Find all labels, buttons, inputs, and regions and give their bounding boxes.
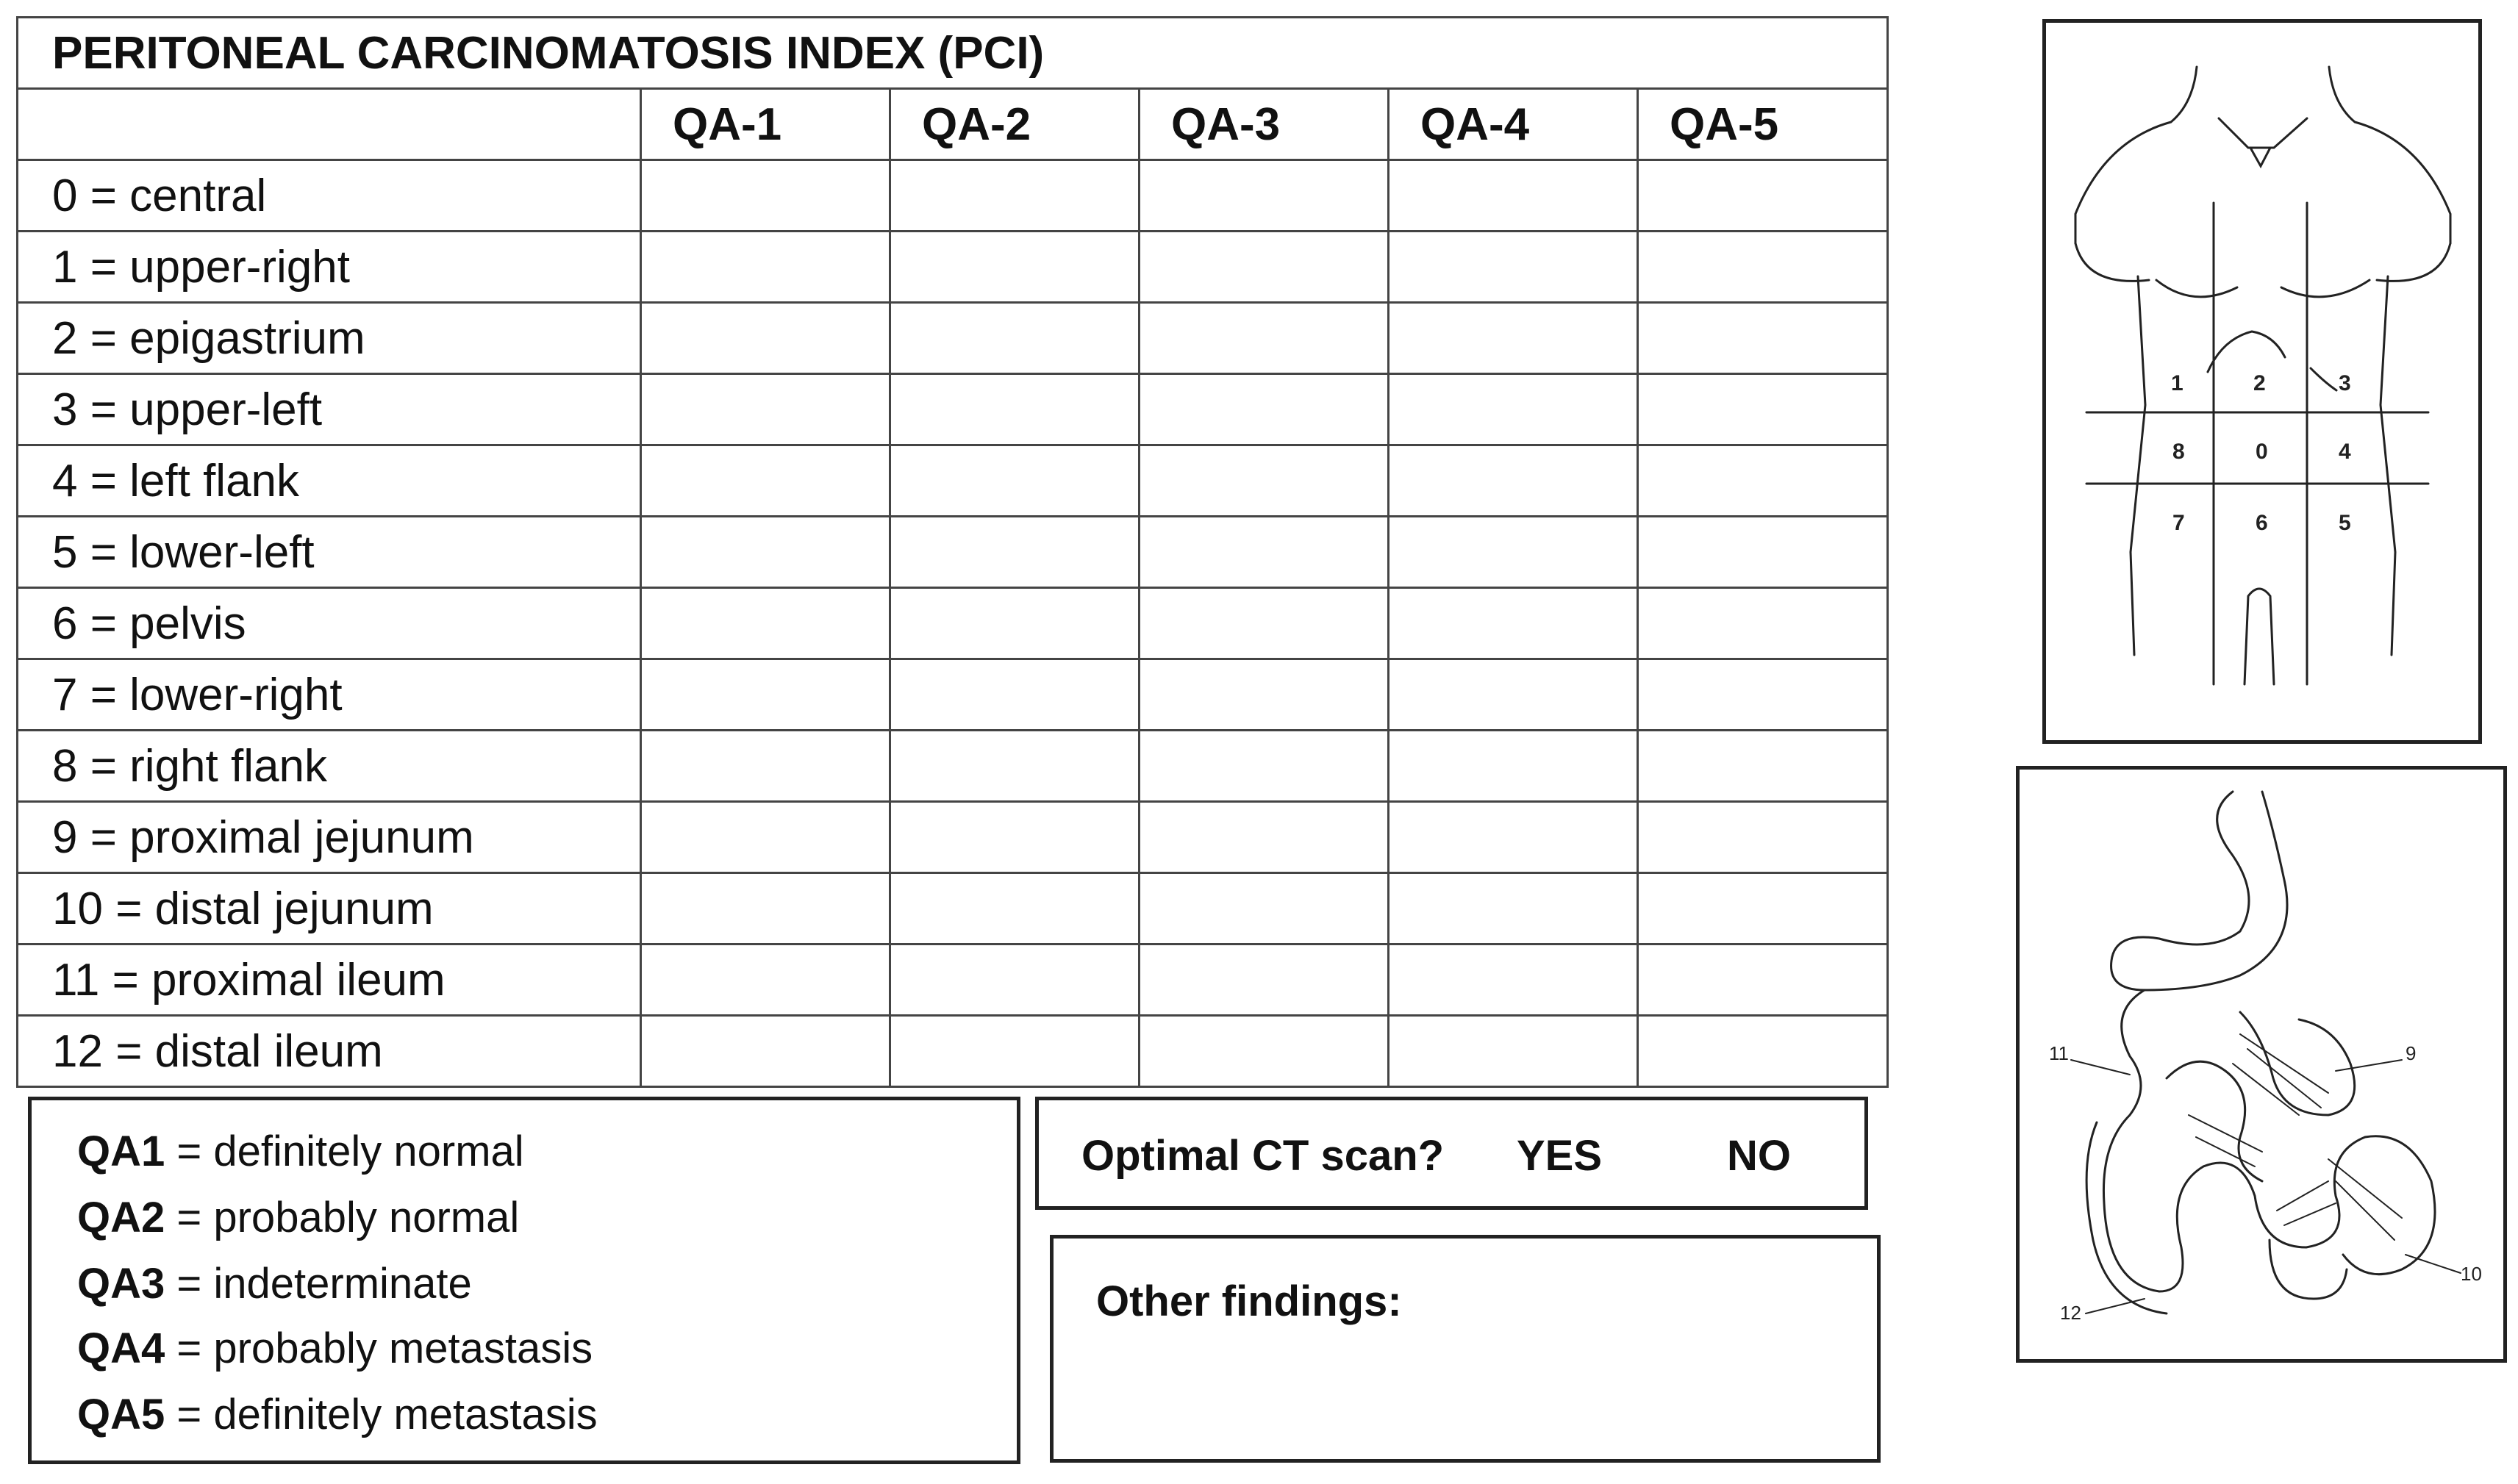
score-cell-qa5[interactable] <box>1638 944 1888 1016</box>
column-header-qa2: QA-2 <box>890 89 1140 160</box>
small-bowel-illustration <box>2020 770 2503 1359</box>
region-label: 10 = distal jejunum <box>18 873 641 944</box>
score-cell-qa2[interactable] <box>890 160 1140 232</box>
score-cell-qa3[interactable] <box>1140 374 1389 445</box>
other-findings-box[interactable] <box>1050 1235 1881 1463</box>
region-label: 4 = left flank <box>18 445 641 517</box>
region-label: 9 = proximal jejunum <box>18 802 641 873</box>
score-cell-qa1[interactable] <box>641 232 890 303</box>
region-label: 2 = epigastrium <box>18 303 641 374</box>
score-cell-qa2[interactable] <box>890 944 1140 1016</box>
legend-item-qa5 <box>77 1390 598 1439</box>
score-cell-qa2[interactable] <box>890 374 1140 445</box>
score-cell-qa1[interactable] <box>641 303 890 374</box>
region-label: 8 = right flank <box>18 731 641 802</box>
score-cell-qa1[interactable] <box>641 802 890 873</box>
score-cell-qa4[interactable] <box>1389 232 1638 303</box>
score-cell-qa1[interactable] <box>641 731 890 802</box>
legend-code: QA4 <box>77 1325 165 1372</box>
score-cell-qa4[interactable] <box>1389 445 1638 517</box>
region-label: 6 = pelvis <box>18 588 641 659</box>
pci-region-row <box>18 659 1888 731</box>
score-cell-qa3[interactable] <box>1140 873 1389 944</box>
score-cell-qa2[interactable] <box>890 1016 1140 1087</box>
score-cell-qa2[interactable] <box>890 445 1140 517</box>
legend-code: QA5 <box>77 1391 165 1438</box>
score-cell-qa3[interactable] <box>1140 445 1389 517</box>
abdomen-region-diagram <box>2042 19 2482 744</box>
legend-text: = indeterminate <box>165 1260 472 1308</box>
pci-region-row <box>18 232 1888 303</box>
score-cell-qa2[interactable] <box>890 303 1140 374</box>
region-number: 8 <box>2172 440 2185 464</box>
score-cell-qa5[interactable] <box>1638 731 1888 802</box>
other-findings-label: Other findings: <box>1096 1277 1402 1325</box>
score-cell-qa1[interactable] <box>641 1016 890 1087</box>
score-cell-qa3[interactable] <box>1140 944 1389 1016</box>
pci-region-row <box>18 374 1888 445</box>
pci-rows <box>18 160 1888 1087</box>
segment-number: 11 <box>2049 1042 2069 1064</box>
score-cell-qa5[interactable] <box>1638 160 1888 232</box>
pci-region-row <box>18 303 1888 374</box>
legend-item-qa4 <box>77 1324 593 1373</box>
score-cell-qa5[interactable] <box>1638 445 1888 517</box>
score-cell-qa4[interactable] <box>1389 303 1638 374</box>
region-number: 0 <box>2256 440 2268 464</box>
score-cell-qa4[interactable] <box>1389 1016 1638 1087</box>
region-label: 7 = lower-right <box>18 659 641 731</box>
region-number: 7 <box>2172 511 2185 535</box>
region-label: 1 = upper-right <box>18 232 641 303</box>
score-cell-qa4[interactable] <box>1389 374 1638 445</box>
score-cell-qa3[interactable] <box>1140 659 1389 731</box>
segment-number: 9 <box>2406 1042 2417 1064</box>
legend-text: = definitely normal <box>165 1128 524 1175</box>
pci-header-row <box>18 89 1888 160</box>
pci-region-row <box>18 588 1888 659</box>
torso-outline-illustration <box>2046 23 2478 740</box>
score-cell-qa3[interactable] <box>1140 160 1389 232</box>
score-cell-qa4[interactable] <box>1389 160 1638 232</box>
legend-code: QA2 <box>77 1194 165 1241</box>
region-label: 5 = lower-left <box>18 517 641 588</box>
legend-text: = definitely metastasis <box>165 1391 598 1438</box>
score-cell-qa4[interactable] <box>1389 873 1638 944</box>
legend-text: = probably metastasis <box>165 1325 593 1372</box>
optimal-ct-question: Optimal CT scan? <box>1081 1132 1445 1180</box>
score-cell-qa3[interactable] <box>1140 303 1389 374</box>
score-cell-qa2[interactable] <box>890 588 1140 659</box>
score-cell-qa4[interactable] <box>1389 731 1638 802</box>
score-cell-qa3[interactable] <box>1140 588 1389 659</box>
column-header-qa1: QA-1 <box>641 89 890 160</box>
region-number: 2 <box>2253 371 2266 395</box>
legend-code: QA1 <box>77 1128 165 1175</box>
score-cell-qa3[interactable] <box>1140 517 1389 588</box>
pci-region-row <box>18 731 1888 802</box>
score-cell-qa1[interactable] <box>641 517 890 588</box>
score-cell-qa4[interactable] <box>1389 659 1638 731</box>
score-cell-qa3[interactable] <box>1140 1016 1389 1087</box>
score-cell-qa1[interactable] <box>641 588 890 659</box>
pci-region-row <box>18 873 1888 944</box>
region-label: 3 = upper-left <box>18 374 641 445</box>
score-cell-qa3[interactable] <box>1140 731 1389 802</box>
score-cell-qa5[interactable] <box>1638 232 1888 303</box>
score-cell-qa4[interactable] <box>1389 517 1638 588</box>
score-cell-qa5[interactable] <box>1638 873 1888 944</box>
region-label: 12 = distal ileum <box>18 1016 641 1087</box>
score-cell-qa5[interactable] <box>1638 303 1888 374</box>
score-cell-qa1[interactable] <box>641 160 890 232</box>
score-cell-qa1[interactable] <box>641 445 890 517</box>
score-cell-qa5[interactable] <box>1638 802 1888 873</box>
score-cell-qa3[interactable] <box>1140 802 1389 873</box>
column-header-qa5: QA-5 <box>1638 89 1888 160</box>
region-number: 6 <box>2256 511 2268 535</box>
score-cell-qa5[interactable] <box>1638 374 1888 445</box>
region-number: 3 <box>2339 371 2351 395</box>
score-cell-qa1[interactable] <box>641 944 890 1016</box>
pci-region-row <box>18 802 1888 873</box>
score-cell-qa1[interactable] <box>641 873 890 944</box>
score-cell-qa3[interactable] <box>1140 232 1389 303</box>
qa-legend <box>28 1097 1020 1464</box>
pci-table <box>16 16 1889 1088</box>
pci-title-row <box>18 18 1888 89</box>
score-cell-qa5[interactable] <box>1638 1016 1888 1087</box>
segment-number: 10 <box>2461 1263 2482 1285</box>
optimal-ct-box <box>1035 1097 1868 1210</box>
score-cell-qa2[interactable] <box>890 731 1140 802</box>
pci-title: PERITONEAL CARCINOMATOSIS INDEX (PCI) <box>18 18 1888 89</box>
region-label: 0 = central <box>18 160 641 232</box>
pci-region-row <box>18 445 1888 517</box>
region-column-header <box>18 89 641 160</box>
ct-no-option[interactable]: NO <box>1727 1132 1791 1180</box>
score-cell-qa2[interactable] <box>890 802 1140 873</box>
legend-item-qa2 <box>77 1193 519 1242</box>
column-header-qa4: QA-4 <box>1389 89 1638 160</box>
legend-item-qa3 <box>77 1259 472 1308</box>
region-number: 4 <box>2339 440 2351 464</box>
region-label: 11 = proximal ileum <box>18 944 641 1016</box>
score-cell-qa1[interactable] <box>641 659 890 731</box>
score-cell-qa5[interactable] <box>1638 659 1888 731</box>
pci-region-row <box>18 517 1888 588</box>
region-number: 1 <box>2171 371 2183 395</box>
pci-region-row <box>18 944 1888 1016</box>
score-cell-qa5[interactable] <box>1638 588 1888 659</box>
score-cell-qa2[interactable] <box>890 232 1140 303</box>
score-cell-qa1[interactable] <box>641 374 890 445</box>
ct-yes-option[interactable]: YES <box>1517 1132 1603 1180</box>
score-cell-qa2[interactable] <box>890 517 1140 588</box>
pci-region-row <box>18 1016 1888 1087</box>
segment-number: 12 <box>2060 1302 2081 1324</box>
legend-item-qa1 <box>77 1127 524 1176</box>
column-header-qa3: QA-3 <box>1140 89 1389 160</box>
score-cell-qa4[interactable] <box>1389 802 1638 873</box>
score-cell-qa5[interactable] <box>1638 517 1888 588</box>
pci-region-row <box>18 160 1888 232</box>
score-cell-qa4[interactable] <box>1389 944 1638 1016</box>
score-cell-qa2[interactable] <box>890 659 1140 731</box>
score-cell-qa4[interactable] <box>1389 588 1638 659</box>
region-number: 5 <box>2339 511 2351 535</box>
legend-code: QA3 <box>77 1260 165 1308</box>
legend-text: = probably normal <box>165 1194 520 1241</box>
small-bowel-diagram <box>2016 766 2507 1363</box>
score-cell-qa2[interactable] <box>890 873 1140 944</box>
